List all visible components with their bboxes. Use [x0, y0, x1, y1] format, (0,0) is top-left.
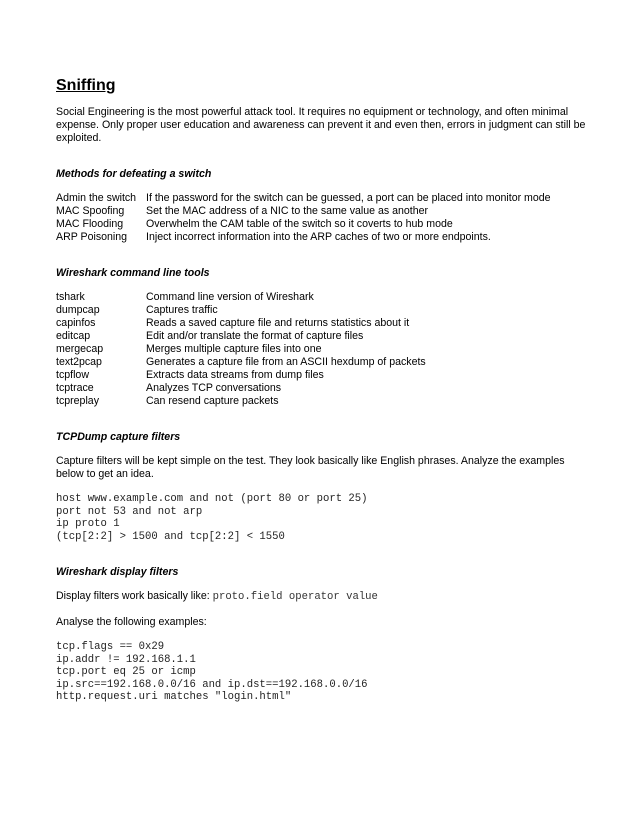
- term: mergecap: [56, 343, 104, 355]
- term: dumpcap: [56, 304, 100, 316]
- description: Edit and/or translate the format of capture files: [146, 330, 364, 342]
- spacer: [56, 408, 586, 431]
- term: tcptrace: [56, 382, 94, 394]
- wireshark-tools-table: [56, 291, 586, 408]
- description: If the password for the switch can be guessed, a port can be placed into monitor mode: [146, 192, 551, 204]
- term: MAC Flooding: [56, 218, 124, 230]
- code-line: (tcp[2:2] > 1500 and tcp[2:2] < 1550: [56, 530, 285, 543]
- term: text2pcap: [56, 356, 102, 368]
- description: Overwhelm the CAM table of the switch so it coverts to hub mode: [146, 218, 453, 230]
- description: Inject incorrect information into the ARP caches of two or more endpoints.: [146, 231, 491, 243]
- description: Reads a saved capture file and returns statistics about it: [146, 317, 410, 329]
- table-row: [56, 395, 586, 408]
- switch-methods-table: [56, 192, 586, 244]
- tcpdump-heading: TCPDump capture filters: [56, 431, 181, 443]
- table-row: [56, 317, 586, 330]
- description: Merges multiple capture files into one: [146, 343, 322, 355]
- wireshark-tools-heading: Wireshark command line tools: [56, 267, 210, 279]
- table-row: [56, 356, 586, 369]
- analyse-text: Analyse the following examples:: [56, 616, 207, 628]
- description: Command line version of Wireshark: [146, 291, 314, 303]
- code-line: tcp.port eq 25 or icmp: [56, 666, 196, 678]
- spacer: [56, 629, 586, 641]
- page-title: Sniffing: [56, 77, 116, 94]
- term: tshark: [56, 291, 85, 303]
- code-line: http.request.uri matches "login.html": [56, 691, 292, 703]
- inline-code: proto.field operator value: [212, 591, 378, 603]
- spacer: [56, 604, 586, 616]
- spacer: [56, 543, 586, 566]
- table-row: [56, 382, 586, 395]
- code-line: host www.example.com and not (port 80 or port 25): [56, 493, 368, 505]
- description: Can resend capture packets: [146, 395, 279, 407]
- spacer: [56, 244, 586, 267]
- description: Set the MAC address of a NIC to the same value as another: [146, 205, 429, 217]
- spacer: [56, 481, 586, 493]
- table-row: [56, 330, 586, 343]
- term: tcpreplay: [56, 395, 99, 407]
- table-row: [56, 304, 586, 317]
- table-row: [56, 205, 586, 218]
- description: Extracts data streams from dump files: [146, 369, 324, 381]
- table-row: [56, 343, 586, 356]
- term: ARP Poisoning: [56, 231, 128, 243]
- display-filters-heading: Wireshark display filters: [56, 566, 179, 578]
- code-line: ip.addr != 192.168.1.1: [56, 653, 196, 666]
- table-row: [56, 231, 586, 244]
- document-page: [56, 76, 586, 704]
- code-line: ip proto 1: [56, 518, 120, 530]
- table-row: [56, 291, 586, 304]
- code-line: ip.src==192.168.0.0/16 and ip.dst==192.168.0.0/16: [56, 678, 368, 691]
- intro-paragraph: Social Engineering is the most powerful attack tool. It requires no equipment or technology, and often minimal expense. Only proper user education and awareness can prevent it and even then, errors in judgment can still be exploited.: [56, 106, 586, 144]
- code-block: [56, 493, 586, 543]
- table-row: [56, 218, 586, 231]
- spacer: [56, 145, 586, 168]
- table-row: [56, 192, 586, 205]
- tcpdump-paragraph: Capture filters will be kept simple on the test. They look basically like English phrases. Analyze the examples below to get an idea.: [56, 455, 565, 480]
- term: Admin the switch: [56, 192, 137, 204]
- term: MAC Spoofing: [56, 205, 125, 217]
- description: Generates a capture file from an ASCII hexdump of packets: [146, 356, 426, 368]
- display-filters-text: Display filters work basically like:: [56, 590, 210, 602]
- code-block: [56, 641, 586, 704]
- switch-section-heading: Methods for defeating a switch: [56, 168, 212, 180]
- term: capinfos: [56, 317, 96, 329]
- code-line: port not 53 and not arp: [56, 505, 203, 518]
- term: editcap: [56, 330, 91, 342]
- display-filters-paragraph: [56, 590, 586, 604]
- description: Analyzes TCP conversations: [146, 382, 282, 394]
- description: Captures traffic: [146, 304, 218, 316]
- code-line: tcp.flags == 0x29: [56, 641, 165, 653]
- table-row: [56, 369, 586, 382]
- term: tcpflow: [56, 369, 89, 381]
